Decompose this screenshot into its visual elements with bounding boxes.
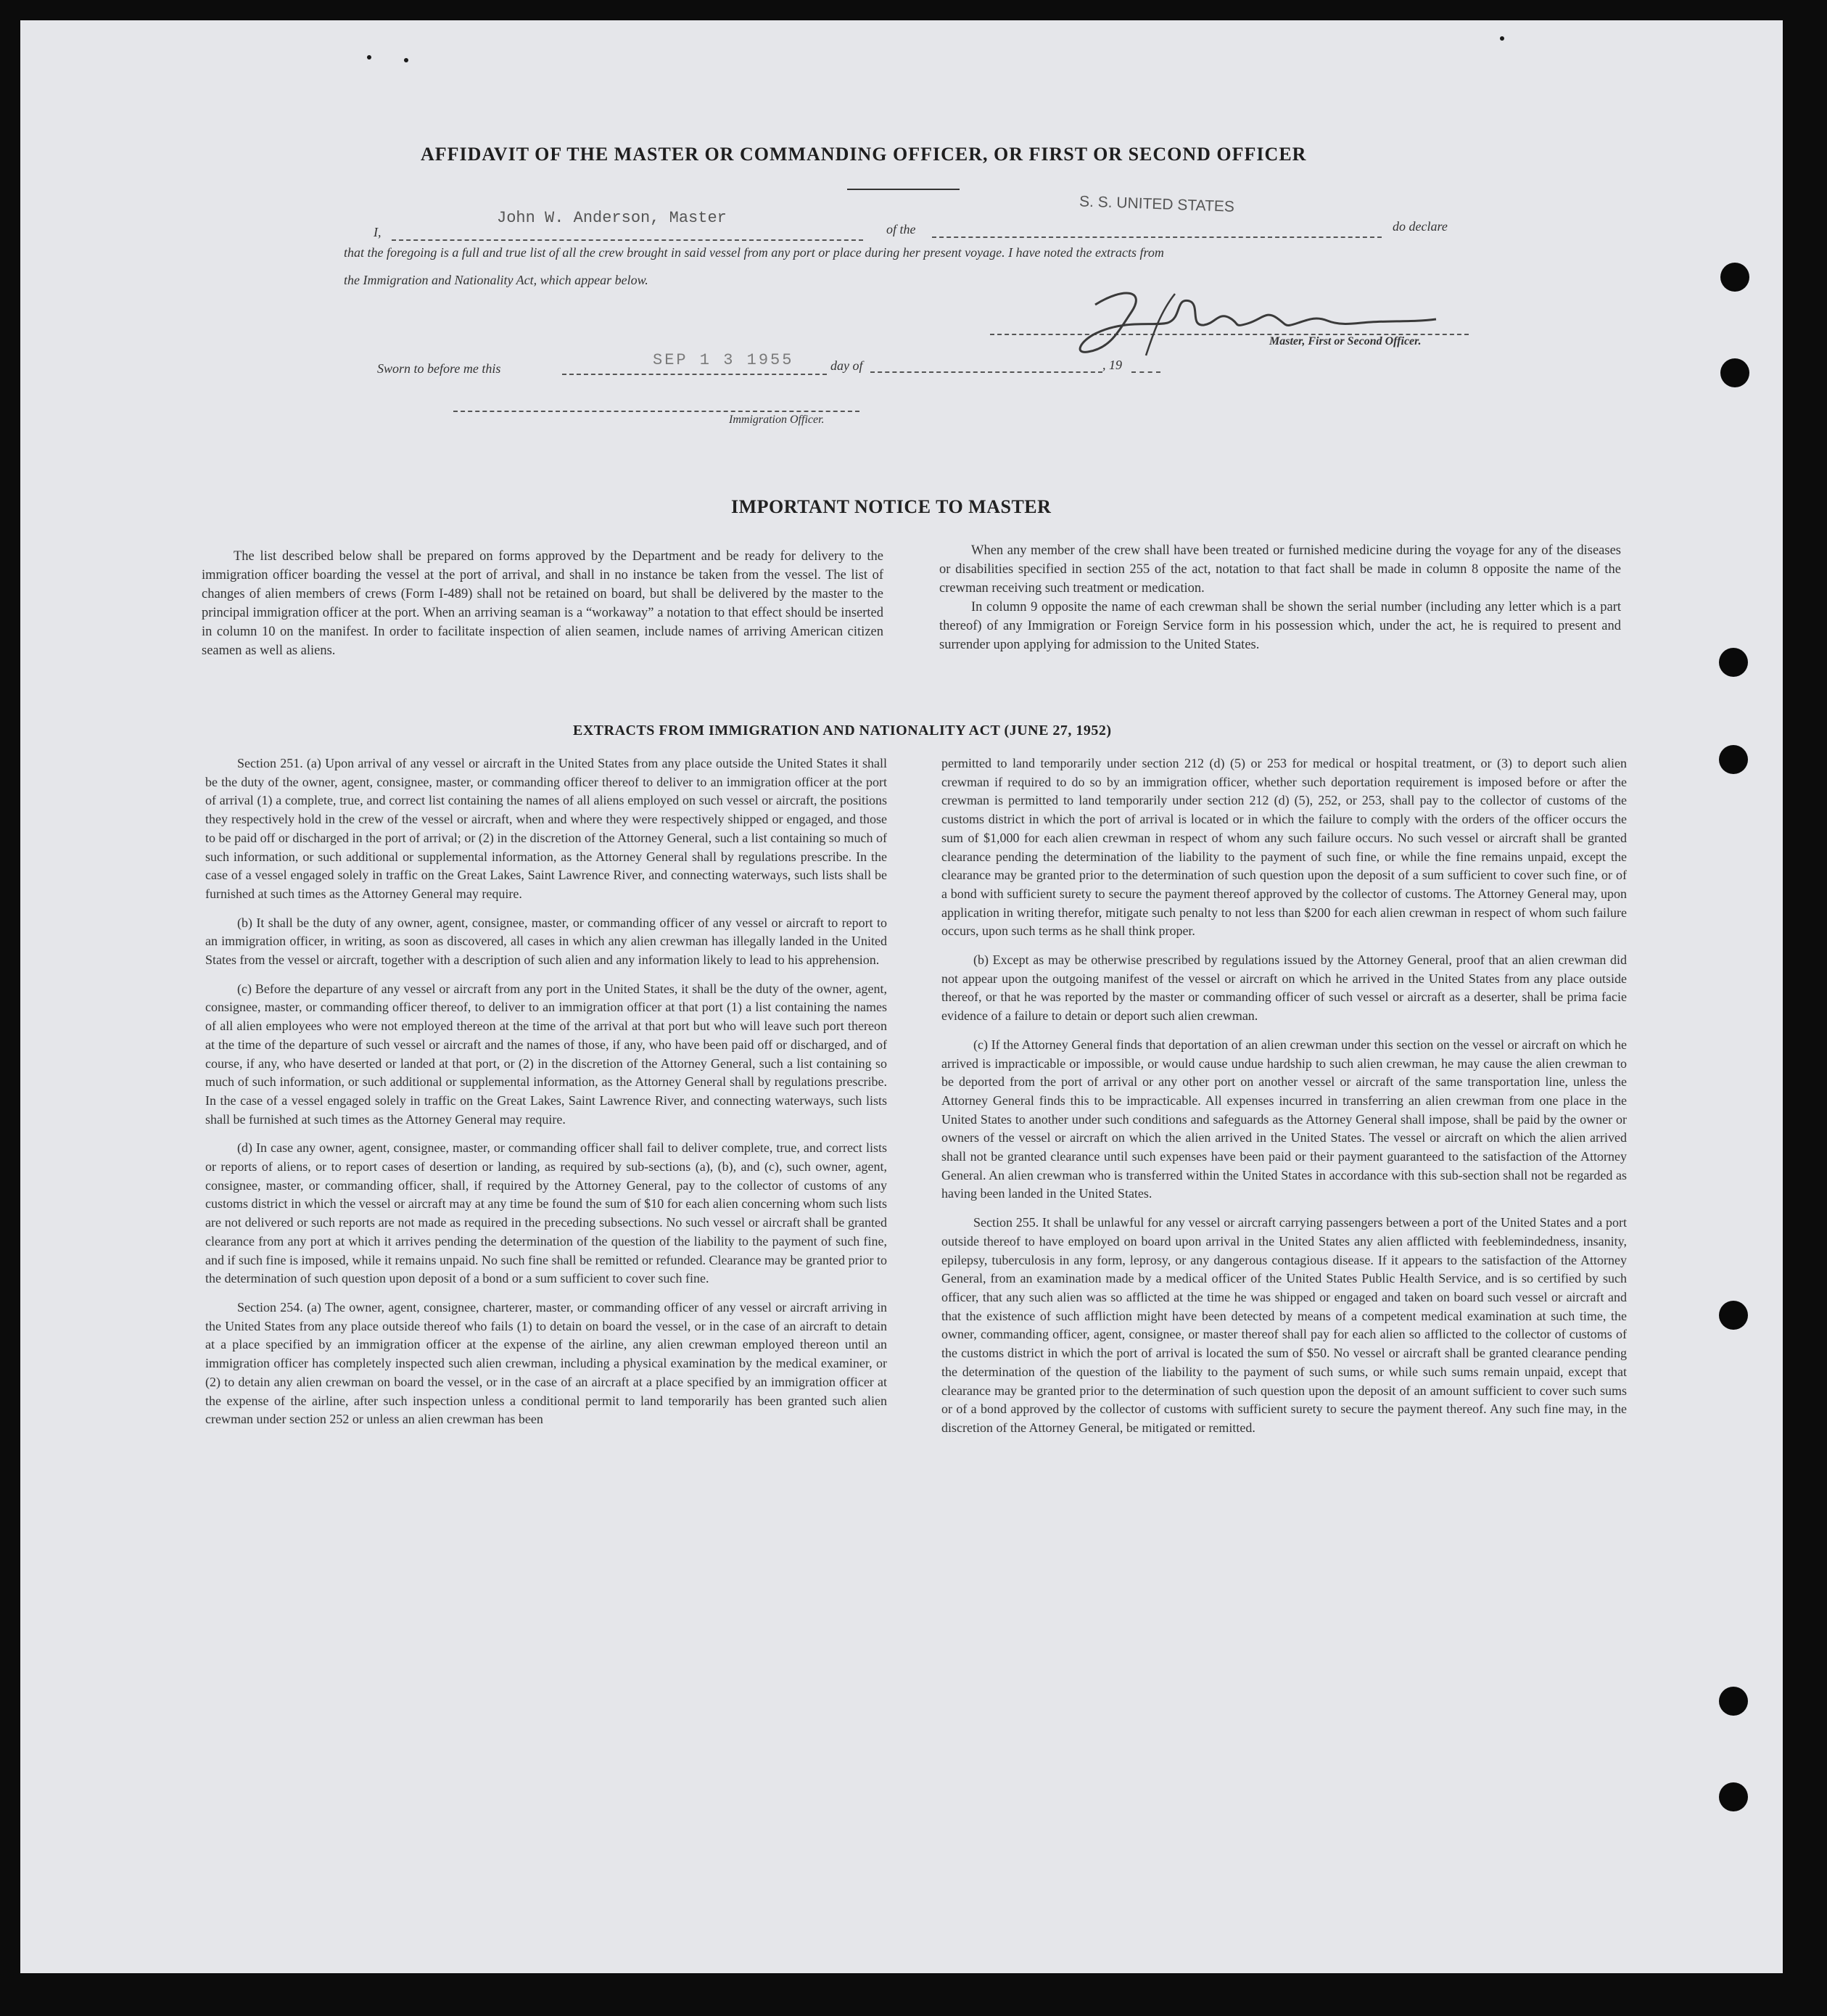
ink-speck	[367, 55, 371, 59]
affidavit-title: AFFIDAVIT OF THE MASTER OR COMMANDING OFFICER, OR FIRST OR SECOND OFFICER	[421, 144, 1307, 165]
name-line	[392, 239, 863, 241]
section-251-b: (b) It shall be the duty of any owner, agent, consignee, master, or commanding officer of any vessel or aircraft to report to an immigration officer, in writing, as soon as discovered, all cases in which any alien crewman has illegally landed in the United States from the vessel or aircraft, together with a description of such alien and any information likely to lead to his apprehension.	[205, 915, 887, 968]
master-name-typed: John W. Anderson, Master	[497, 209, 727, 227]
section-254-a: Section 254. (a) The owner, agent, consignee, charterer, master, or commanding officer of any vessel or aircraft arriving in the United States from any place outside thereof who fails (1) to detain on board the vessel, or in the case of an aircraft to detain at a place specified by an immigration officer at the expense of the airline, any alien crewman employed thereon until an immigration officer has completely inspected such alien crewman, including a physical examination by the medical examiner, or (2) to detain any alien crewman on board the vessel, or in the case of an aircraft at a place specified by an immigration officer at the expense of the airline, after such inspection unless a conditional permit to land temporarily has been granted such alien crewman under section 252 or unless an alien crewman has been	[205, 1299, 887, 1427]
notice-left-column	[202, 547, 883, 670]
sworn-day-line	[562, 374, 827, 375]
ink-speck	[1500, 36, 1504, 41]
section-254-a-continued: permitted to land temporarily under section 212 (d) (5) or 253 for medical or hospital treatment, or (3) to deport such alien crewman if required to do so by an immigration officer, whether such deportation requirement is imposed before or after the crewman is permitted to land temporarily under section 212 (d) (5), 252, or 253, shall pay to the collector of customs of the customs district in which the port of arrival is located or in which the failure to comply with the orders of the officer occurs the sum of $1,000 for each alien crewman in respect of whom any such failure occurs. No such vessel or aircraft shall be granted clearance pending the determination of the liability to the payment of such fine, or while the fine remains unpaid, except the clearance may be granted prior to the determination of such question upon the deposit of a sum sufficient to cover such fine, or of a bond with sufficient surety to secure the payment thereof approved by the collector of customs. The Attorney General may, upon application in writing therefor, mitigate such penalty to not less than $200 for each alien crewman in respect of whom such failure occurs, upon such terms as he shall think proper.	[941, 756, 1627, 939]
of-the-label: of the	[886, 222, 916, 236]
punch-hole	[1719, 1687, 1748, 1716]
section-251-c: (c) Before the departure of any vessel or aircraft from any port in the United States, it shall be the duty of the owner, agent, consignee, master, or commanding officer thereof, to deliver to an immigration officer at that port (1) a list containing the names of all alien employees who were not employed thereon at the time of the arrival at that port but who will leave such port thereon at the time of the departure of such vessel or aircraft and the names of those, if any, who have been paid off or discharged, and of course, if any, who have deserted or landed at that port, or (2) in the discretion of the Attorney General, such a list containing so much of such information, or such additional or supplemental information, as the Attorney General shall by regulations prescribe. In the case of a vessel engaged solely in traffic on the Great Lakes, Saint Lawrence River, and connecting waterways, such lists shall be furnished at such times as the Attorney General may require.	[205, 981, 887, 1127]
year-label: , 19	[1102, 358, 1122, 372]
punch-hole	[1719, 1301, 1748, 1330]
title-underline	[847, 189, 960, 190]
punch-hole	[1720, 263, 1749, 292]
notice-right-paragraph-2: In column 9 opposite the name of each crewman shall be shown the serial number (including any letter which is a part thereof) of any Immigration or Foreign Service form in his possession which, under the act, he is required to present and surrender upon applying for admission to the United States.	[939, 600, 1621, 652]
sworn-label: Sworn to before me this	[377, 361, 501, 376]
notice-right-column	[939, 541, 1621, 665]
punch-hole	[1719, 648, 1748, 677]
section-251-a: Section 251. (a) Upon arrival of any vessel or aircraft in the United States from any place outside the United States it shall be the duty of the owner, agent, consignee, master, or commanding officer thereof to deliver to an immigration officer at the port of arrival (1) a complete, true, and correct list containing the names of all aliens employed on such vessel or aircraft, the positions they respectively hold in the crew of the vessel or aircraft, when and where they were respectively shipped or engaged, and those to be paid off or discharged in the port of arrival; or (2) in the discretion of the Attorney General, such a list containing so much of such information, or such additional or supplemental information, as the Attorney General shall by regulations prescribe. In the case of a vessel engaged solely in traffic on the Great Lakes, Saint Lawrence River, and connecting waterways, such lists shall be furnished at such times as the Attorney General may require.	[205, 756, 887, 901]
declaration-line-3: the Immigration and Nationality Act, which appear below.	[344, 273, 648, 287]
day-of-label: day of	[830, 358, 863, 373]
extracts-left-column	[205, 754, 887, 1439]
notice-right-paragraph-1: When any member of the crew shall have been treated or furnished medicine during the voyage for any of the diseases or disabilities specified in section 255 of the act, notation to that fact shall be made in column 8 opposite the name of the crewman receiving such treatment or medication.	[939, 543, 1621, 596]
notice-left-paragraph: The list described below shall be prepared on forms approved by the Department and be ready for delivery to the immigration officer boarding the vessel at the port of arrival, and shall in no instance be taken from the vessel. The list of changes of alien members of crews (Form I-489) shall not be retained on board, but shall be delivered by the master to the principal immigration officer at the port. When an arriving seaman is a “workaway” a notation to that effect should be inserted in column 10 on the manifest. In order to facilitate inspection of alien seamen, include names of arriving American citizen seamen as well as aliens.	[202, 549, 883, 658]
officer-signature-line	[453, 411, 859, 412]
declaration-i-label: I,	[374, 225, 382, 239]
sworn-date-stamp: SEP 1 3 1955	[653, 351, 794, 369]
do-declare-label: do declare	[1393, 219, 1448, 234]
punch-hole	[1720, 358, 1749, 387]
notice-heading: IMPORTANT NOTICE TO MASTER	[731, 496, 1052, 517]
officer-caption: Immigration Officer.	[729, 414, 825, 426]
section-254-b: (b) Except as may be otherwise prescribed by regulations issued by the Attorney General, proof that an alien crewman did not appear upon the outgoing manifest of the vessel or aircraft on which he arrived in the United States from any place outside thereof, or that he was reported by the master or commanding officer of such vessel or aircraft as a deserter, shall be prima facie evidence of a failure to detain or deport such alien crewman.	[941, 953, 1627, 1024]
vessel-name-typed: S. S. UNITED STATES	[1079, 193, 1235, 215]
master-signature	[1066, 283, 1443, 363]
signature-caption: Master, First or Second Officer.	[1269, 335, 1422, 347]
section-254-c: (c) If the Attorney General finds that deportation of an alien crewman under this section on the vessel or aircraft on which he arrived is impracticable or impossible, or would cause undue hardship to such alien crewman, he may cause the alien crewman to be deported from the port of arrival or any other port on another vessel or aircraft of the same transportation line, unless the Attorney General finds this to be impracticable. All expenses incurred in transferring an alien crewman from one place in the United States to another under such conditions and safeguards as the Attorney General shall impose, shall be paid by the owner or owners of the vessel or aircraft on which the alien arrived in the United States. The vessel or aircraft on which the alien arrived shall not be granted clearance until such expenses have been paid or their payment guaranteed to the satisfaction of the Attorney General. An alien crewman who is transferred within the United States in accordance with this sub-section shall not be regarded as having been landed in the United States.	[941, 1037, 1627, 1201]
punch-hole	[1719, 745, 1748, 774]
sworn-month-line	[870, 371, 1102, 373]
extracts-right-column	[941, 754, 1627, 1448]
ink-speck	[404, 58, 408, 62]
sworn-year-line	[1131, 371, 1160, 373]
punch-hole	[1719, 1782, 1748, 1811]
extracts-heading: EXTRACTS FROM IMMIGRATION AND NATIONALITY ACT (JUNE 27, 1952)	[573, 723, 1112, 738]
declaration-line-2: that the foregoing is a full and true list of all the crew brought in said vessel from any port or place during her present voyage. I have noted the extracts from	[344, 245, 1164, 260]
section-251-d: (d) In case any owner, agent, consignee, master, or commanding officer shall fail to deliver complete, true, and correct lists or reports of aliens, or to report cases of desertion or landing, as required by sub-sections (a), (b), and (c), such owner, agent, consignee, master, or commanding officer, shall, if required by the Attorney General, pay to the collector of customs of any customs district in which the vessel or aircraft may at any time be found the sum of $10 for each alien concerning whom such lists are not delivered or such reports are not made as required in the preceding subsections. No such vessel or aircraft shall be granted clearance from any port at which it arrives pending the determination of the question of the liability to the payment of such fine, and if such fine is imposed, while it remains unpaid. No such fine shall be remitted or refunded. Clearance may be granted prior to the determination of such question upon deposit of a bond or a sum sufficient to cover such fine.	[205, 1140, 887, 1286]
vessel-line	[932, 236, 1382, 238]
section-255: Section 255. It shall be unlawful for any vessel or aircraft carrying passengers between a port of the United States and a port outside thereof to have employed on board upon arrival in the United States any alien afflicted with feeblemindedness, insanity, epilepsy, tuberculosis in any form, leprosy, or any dangerous contagious disease. If it appears to the satisfaction of the Attorney General, from an examination made by a medical officer of the United States Public Health Service, and is so certified by such officer, that any such alien was so afflicted at the time he was shipped or engaged and taken on board such vessel or aircraft and that the existence of such affliction might have been detected by means of a competent medical examination at such time, the owner, commanding officer, agent, consignee, or master thereof shall pay for each alien so afflicted to the collector of customs of the customs district in which the port of arrival is located the sum of $50. No vessel or aircraft shall be granted clearance pending the determination of the question of the liability to the payment of such sums, or while such sums remain unpaid, except that clearance may be granted prior to the determination of such question upon the deposit of an amount sufficient to cover such sums or of a bond approved by the collector of customs with sufficient surety to secure the payment thereof. Any such fine may, in the discretion of the Attorney General, be mitigated or remitted.	[941, 1215, 1627, 1435]
